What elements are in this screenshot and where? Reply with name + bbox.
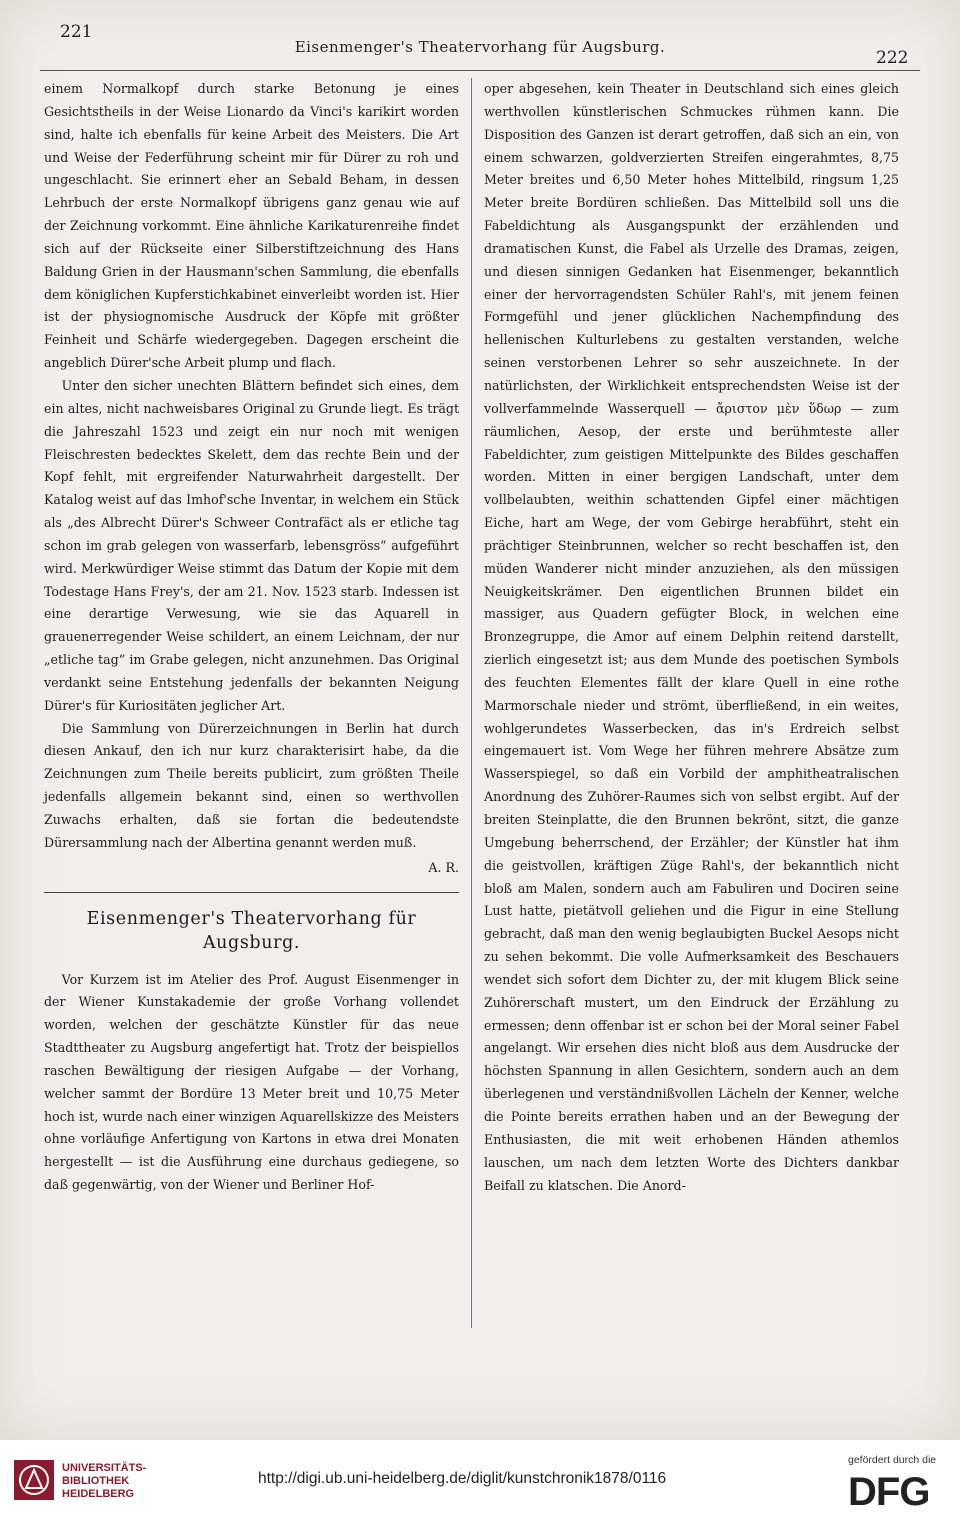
page-number-left: 221	[60, 22, 93, 42]
paragraph: einem Normalkopf durch starke Betonung je eines Gesichtstheils in der Weise Lionardo da Vinci's karikirt worden sind, halte ich ebenfalls für keine Arbeit des Meisters. Die Art und Weise der Federführung scheint mir für Dürer zu roh und ungeschlacht. Sie erinnert eher an Sebald Beham, in dessen Lehrbuch der erste Normalkopf übrigens ganz genau wie auf der Zeichnung vorkommt. Eine ähnliche Karikaturenreihe findet sich auf der Rückseite einer Silberstiftzeichnung des Hans Baldung Grien in der Hausmann'schen Sammlung, die ebenfalls dem königlichen Kupferstichkabinet einverleibt worden ist. Hier ist der physiognomische Ausdruck der Köpfe mit größter Feinheit und Schärfe wiedergegeben. Dagegen erscheint die angeblich Dürer'sche Arbeit plump und flach.	[44, 81, 459, 371]
page-number-right: 222	[876, 48, 909, 68]
running-title: Eisenmenger's Theatervorhang für Augsburg.	[294, 38, 666, 56]
university-seal-icon	[12, 1458, 56, 1502]
institution-name: UNIVERSITÄTS- BIBLIOTHEK HEIDELBERG	[62, 1462, 147, 1500]
column-divider	[471, 78, 472, 1328]
dfg-logo: DFG	[848, 1470, 930, 1514]
header-rule	[40, 70, 920, 71]
signature: A. R.	[428, 859, 459, 875]
funded-by-label: gefördert durch die	[848, 1454, 937, 1466]
source-url-link[interactable]: http://digi.ub.uni-heidelberg.de/diglit/kunstchronik1878/0116	[258, 1470, 667, 1487]
section-title: Eisenmenger's Theatervorhang für Augsburg.	[86, 908, 417, 953]
paragraph: Die Sammlung von Dürerzeichnungen in Berlin hat durch diesen Ankauf, den ich nur kurz charakterisirt habe, da die Zeichnungen zum Theile bereits publicirt, zum größten Theile jedenfalls allgemein bekannt sind, einen so werthvollen Zuwachs erhalten, daß sie fortan die bedeutendste Dürersammlung nach der Albertina genannt werden muß.	[44, 720, 459, 850]
paragraph: Unter den sicher unechten Blättern befindet sich eines, dem ein altes, nicht nachweisbares Original zu Grunde liegt. Es trägt die Jahreszahl 1523 und zeigt ein nur noch mit wenigen Fleischresten bedecktes Skelett, dem das rechte Bein und der Kopf fehlt, mit ergreifender Naturwahrheit dargestellt. Der Katalog weist auf das Imhof'sche Inventar, in welchem ein Stück als „des Albrecht Dürer's Schweer Contrafäct als er etliche tag schon im grab gelegen von wasserfarb, lebensgröss“ aufgeführt wird. Merkwürdiger Weise stimmt das Datum der Kopie mit dem Todestage Hans Frey's, der am 21. Nov. 1523 starb. Indessen ist eine derartige Verwesung, wie sie das Aquarell in grauenerregender Weise schildert, an einem Leichnam, der nur „etliche tag“ im Grabe gelegen, nicht anzunehmen. Das Original verdankt seine Entstehung jedenfalls der bekannten Neigung Dürer's für Kuriositäten jeglicher Art.	[44, 377, 459, 713]
paragraph: oper abgesehen, kein Theater in Deutschland sich eines gleich werthvollen künstlerischen Schmuckes rühmen kann. Die Disposition des Ganzen ist derart getroffen, daß sich an ein, von einem schwarzen, goldverzierten Streifen eingerahmtes, 8,75 Meter breites und 6,50 Meter hohes Mittelbild, ringsum 1,25 Meter breite Bordüren schließen. Das Mittelbild soll uns die Fabeldichtung als Ausgangspunkt der erzählenden und dramatischen Kunst, die Fabel als Urzelle des Dramas, zeigen, und diesen sinnigen Gedanken hat Eisenmenger, bekanntlich einer der hervorragendsten Schüler Rahl's, mit jenem feinen Formgefühl und jener glücklichen Nachempfindung des hellenischen Kulturlebens zu gestalten verstanden, welche seinen verstorbenen Lehrer so sehr auszeichnete. In der natürlichsten, der Wirklichkeit entsprechendsten Weise ist der vollverfammelnde Wasserquell — ἄριστον μὲν ὕδωρ — zum räumlichen, Aesop, der erste und berühmteste aller Fabeldichter, zum geistigen Mittelpunkte des Bildes geschaffen worden. Mitten in einer bergigen Landschaft, unter dem vollbelaubten, weithin schattenden Gipfel einer mächtigen Eiche, hart am Wege, der vom Gebirge herabführt, steht ein prächtiger Steinbrunnen, welcher so recht beschaffen ist, den müden Wanderer nicht minder anzuziehen, als den müssigen Neuigkeitskrämer. Den eigentlichen Brunnen bildet ein massiger, aus Quadern gefügter Block, in welchen eine Bronzegruppe, die Amor auf einem Delphin reitend darstellt, zierlich eingesetzt ist; aus dem Munde des poetischen Symbols des feuchten Elementes fällt der klare Quell in eine rothe Marmorschale nieder und strömt, überfließend, in ein weites, wohlgerundetes Wasserbecken, das in's Erdreich selbst eingemauert ist. Vom Wege her führen mehrere Absätze zum Wasserspiegel, so daß ein Vorbild der amphitheatralischen Anordnung des Zuhörer-Raumes sich von selbst ergibt. Auf der breiten Steinplatte, die den Brunnen bekrönt, sitzt, die ganze Umgebung beherrschend, der Erzähler; der Künstler hat ihm die geistvollen, kräftigen Züge Rahl's, der bekanntlich nicht bloß am Malen, sondern auch am Fabuliren und Dociren seine Lust hatte, pietätvoll geliehen und die Figur in eine Stellung gebracht, daß man den wenig beglaubigten Buckel Aesops nicht zu sehen bekommt. Die volle Aufmerksamkeit des Beschauers wendet sich sofort dem Dichter zu, der mit klugem Blick seine Zuhörerschaft mustert, um den Eindruck der Erzählung zu ermessen; denn offenbar ist er schon bei der Moral seiner Fabel angelangt. Wir ersehen dies nicht bloß aus dem Ausdrucke der höchsten Spannung in allen Gesichtern, sondern auch an dem überlegenen und verständnißvollen Lächeln der Kenner, welche die Pointe bereits errathen haben und an der Bewegung der Enthusiasten, die mit weit erhobenen Händen athemlos lauschen, um nach dem letzten Worte des Dichters dankbar Beifall zu klatschen. Die Anord-	[484, 81, 899, 1193]
digitization-footer	[0, 1440, 960, 1524]
right-column	[484, 78, 899, 1197]
section-rule	[44, 892, 459, 893]
paragraph: Vor Kurzem ist im Atelier des Prof. August Eisenmenger in der Wiener Kunstakademie der große Vorhang vollendet worden, welchen der geschätzte Künstler für das neue Stadttheater zu Augsburg angefertigt hat. Trotz der beispiellos raschen Bewältigung der riesigen Aufgabe — der Vorhang, welcher sammt der Bordüre 13 Meter breit und 10,75 Meter hoch ist, wurde nach einer winzigen Aquarellskizze des Meisters ohne vorläufige Anfertigung von Kartons in etwa drei Monaten hergestellt — ist die Ausführung eine durchaus gediegene, so daß gegenwärtig, von der Wiener und Berliner Hof-	[44, 971, 459, 1193]
left-column	[44, 78, 459, 1197]
